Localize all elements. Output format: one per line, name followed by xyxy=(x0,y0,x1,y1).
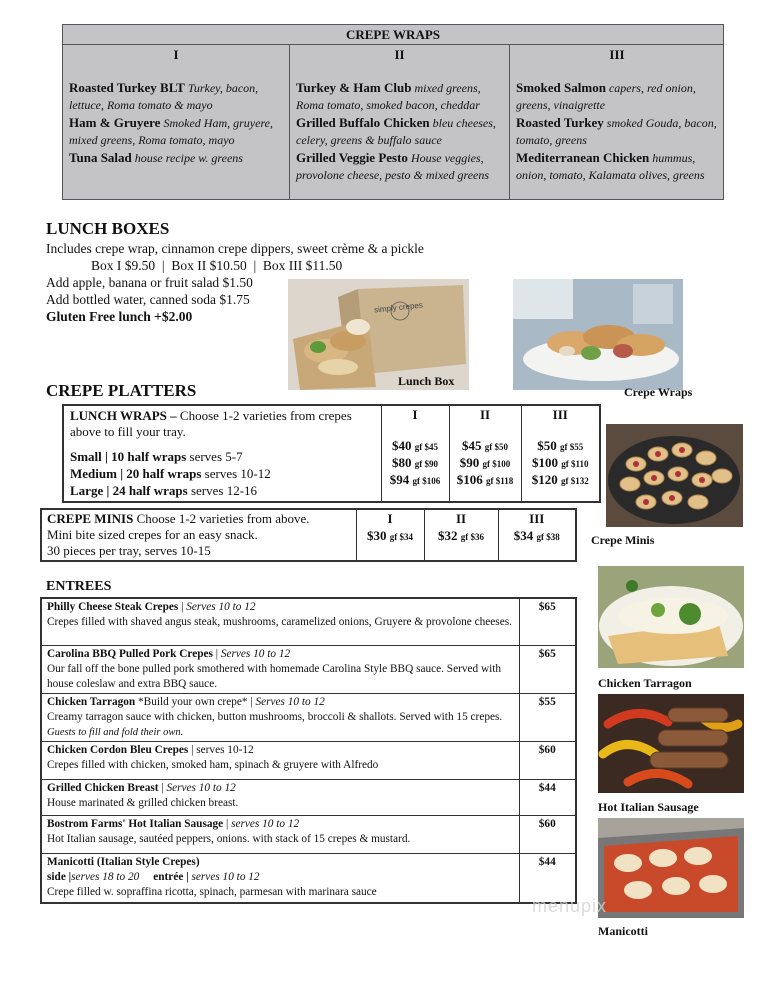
table-row: Chicken Tarragon *Build your own crepe* | Serves 10 to 12 Creamy tarragon sauce with chicken, button mushrooms, broccoli & shallots. Served with 15 crepes. Guests to fill and fold their own. $55 xyxy=(41,693,576,741)
lunch-wraps-col-1: I $40 gf $45 $80 gf $90 $94 gf $106 xyxy=(381,405,449,502)
menu-item: Ham & Gruyere Smoked Ham, gruyere, mixed greens, Roma tomato, mayo xyxy=(69,115,273,147)
menu-item: Roasted Turkey BLT Turkey, bacon, lettuce, Roma tomato & mayo xyxy=(69,80,259,112)
entrees-heading: ENTREES xyxy=(46,579,112,594)
crepe-wraps-column-3 xyxy=(510,45,724,200)
column-heading: III xyxy=(609,47,625,62)
lunch-boxes-includes: Includes crepe wrap, cinnamon crepe dippers, sweet crème & a pickle xyxy=(46,241,424,256)
lunch-boxes-heading: LUNCH BOXES xyxy=(46,219,170,238)
column-heading: II xyxy=(394,47,405,62)
crepe-wraps-column-2 xyxy=(290,45,510,200)
menu-item: Mediterranean Chicken hummus, onion, tomato, Kalamata olives, greens xyxy=(516,150,705,182)
crepe-minis-description: CREPE MINIS Choose 1-2 varieties from above. xyxy=(47,511,310,526)
crepe-wraps-column-1 xyxy=(63,45,290,200)
table-row: Philly Cheese Steak Crepes | Serves 10 to 12 Crepes filled with shaved angus steak, mushrooms, caramelized onions, Gruyere & provolone cheeses. $65 xyxy=(41,598,576,645)
table-row: Grilled Chicken Breast | Serves 10 to 12 House marinated & grilled chicken breast. $44 xyxy=(41,779,576,815)
crepe-minis-caption: Crepe Minis xyxy=(591,533,655,547)
crepe-minis-col-3: III $34 gf $38 xyxy=(498,509,576,561)
lunch-wraps-col-3: III $50 gf $55 $100 gf $110 $120 gf $132 xyxy=(521,405,600,502)
hot-italian-sausage-caption: Hot Italian Sausage xyxy=(598,800,699,814)
column-heading: I xyxy=(173,47,179,62)
crepe-wraps-title: CREPE WRAPS xyxy=(63,25,723,45)
lunch-box-caption: Lunch Box xyxy=(398,374,455,388)
crepe-platters-heading: CREPE PLATTERS xyxy=(46,381,197,400)
menu-item: Grilled Buffalo Chicken bleu cheeses, celery, greens & buffalo sauce xyxy=(296,115,496,147)
lunch-wraps-table xyxy=(62,404,601,503)
menu-item: Grilled Veggie Pesto House veggies, provolone cheese, pesto & mixed greens xyxy=(296,150,490,182)
watermark: menupix xyxy=(532,896,608,916)
menu-item: Roasted Turkey smoked Gouda, bacon, tomato, greens xyxy=(516,115,717,147)
crepe-minis-table xyxy=(40,508,577,562)
table-row: Chicken Cordon Bleu Crepes | serves 10-12 Crepes filled with chicken, smoked ham, spinach & gruyere with Alfredo $60 xyxy=(41,741,576,779)
crepe-minis-col-2: II $32 gf $36 xyxy=(424,509,498,561)
hot-italian-sausage-photo xyxy=(598,694,744,793)
lunch-boxes-addon-drink: Add bottled water, canned soda $1.75 xyxy=(46,292,250,307)
crepe-wraps-table xyxy=(62,24,724,200)
crepe-wraps-photo xyxy=(513,279,683,390)
table-row: Manicotti (Italian Style Crepes) side |serves 18 to 20 entrée | serves 10 to 12 Crepe filled w. sopraffina ricotta, spinach, parmesan with marinara sauce $44 xyxy=(41,853,576,903)
crepe-minis-serves: 30 pieces per tray, serves 10-15 xyxy=(47,543,211,558)
crepe-minis-description-2: Mini bite sized crepes for an easy snack. xyxy=(47,527,258,542)
box-logo-text: simply crepes xyxy=(373,300,424,315)
menu-item: Smoked Salmon capers, red onion, greens, vinaigrette xyxy=(516,80,696,112)
crepe-minis-photo xyxy=(606,424,743,527)
table-row: Bostrom Farms' Hot Italian Sausage | serves 10 to 12 Hot Italian sausage, sautéed peppers, onions. with stack of 15 crepes & mustard. $60 xyxy=(41,815,576,853)
chicken-tarragon-photo xyxy=(598,566,744,668)
crepe-minis-col-1: I $30 gf $34 xyxy=(356,509,424,561)
menu-item: Turkey & Ham Club mixed greens, Roma tomato, smoked bacon, cheddar xyxy=(296,80,481,112)
table-row: Carolina BBQ Pulled Pork Crepes | Serves 10 to 12 Our fall off the bone pulled pork smothered with homemade Carolina Style BBQ sauce. Served with house coleslaw and extra BBQ sauce. $65 xyxy=(41,645,576,693)
size-medium: Medium | 20 half wraps serves 10-12 xyxy=(70,466,271,481)
lunch-boxes-prices: Box I $9.50 | Box II $10.50 | Box III $11.50 xyxy=(91,258,343,273)
manicotti-caption: Manicotti xyxy=(598,924,648,938)
entrees-table xyxy=(40,597,577,904)
lunch-wraps-col-2: II $45 gf $50 $90 gf $100 $106 gf $118 xyxy=(449,405,521,502)
size-large: Large | 24 half wraps serves 12-16 xyxy=(70,483,258,498)
lunch-boxes-gluten-free: Gluten Free lunch +$2.00 xyxy=(46,309,193,324)
chicken-tarragon-caption: Chicken Tarragon xyxy=(598,676,692,690)
lunch-boxes-addon-fruit: Add apple, banana or fruit salad $1.50 xyxy=(46,275,253,290)
lunch-wraps-description: LUNCH WRAPS – Choose 1-2 varieties from crepes above to fill your tray. xyxy=(70,408,352,439)
size-small: Small | 10 half wraps serves 5-7 xyxy=(70,449,243,464)
crepe-wraps-caption: Crepe Wraps xyxy=(624,385,693,399)
manicotti-photo xyxy=(532,818,744,918)
menu-item: Tuna Salad house recipe w. greens xyxy=(69,150,243,165)
